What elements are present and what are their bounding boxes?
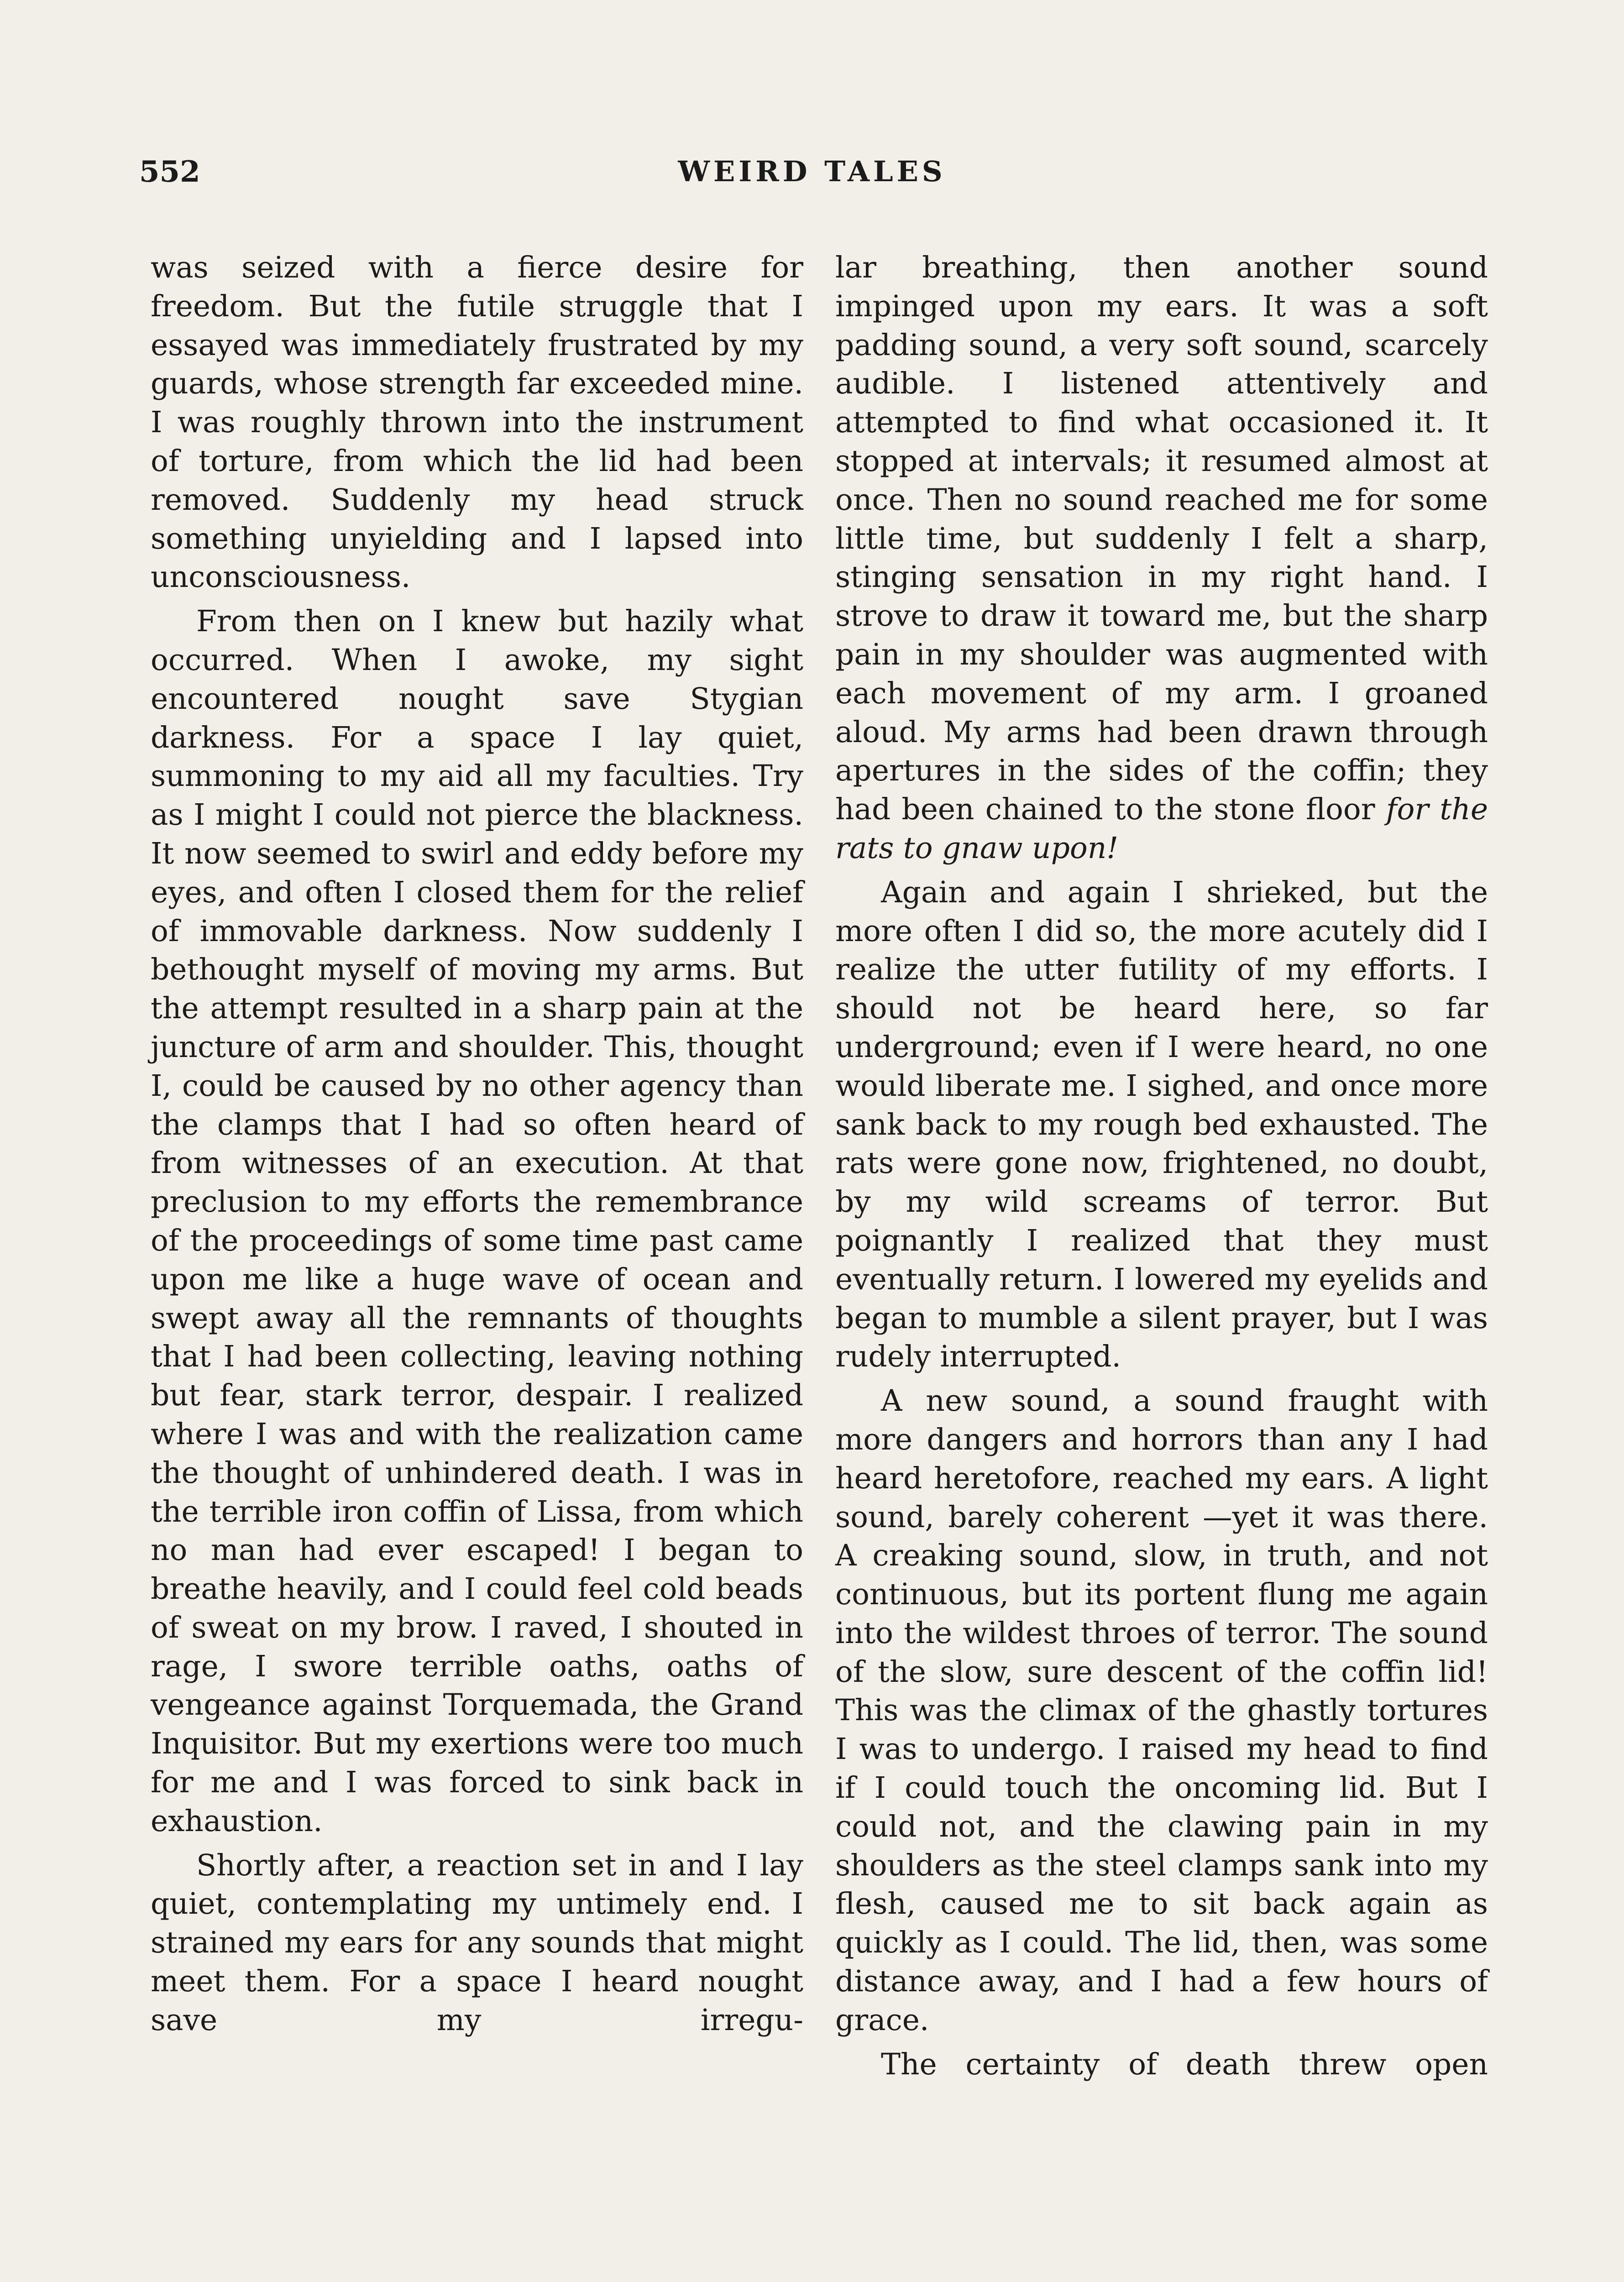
italic-phrase: for the rats to gnaw upon! [835, 792, 1488, 865]
paragraph: A new sound, a sound fraught with more dangers and horrors than any I had heard heretofore, reached my ears. A light sound, barely coherent —yet it was there. A creaking sound, slow, in truth, and not continuous, but its portent flung me again into the wildest throes of terror. The sound of the slow, sure descent of the coffin lid! This was the climax of the ghastly tortures I was to undergo. I raised my head to find if I could touch the oncoming lid. But I could not, and the clawing pain in my shoulders as the steel clamps sank into my flesh, caused me to sit back again as quickly as I could. The lid, then, was some distance away, and I had a few hours of grace. [835, 1384, 1488, 2037]
paragraph: Shortly after, a reaction set in and I lay quiet, contemplating my untimely end. I strained my ears for any sounds that might meet them. For a space I heard nought save my irregu- [151, 1848, 803, 2037]
paragraph [835, 249, 1488, 868]
paragraph: From then on I knew but hazily what occurred. When I awoke, my sight encountered nought save Stygian darkness. For a space I lay quiet, summoning to my aid all my faculties. Try as I might I could not pierce the blackness. It now seemed to swirl and eddy before my eyes, and often I closed them for the relief of immovable darkness. Now suddenly I bethought myself of moving my arms. But the attempt resulted in a sharp pain at the juncture of arm and shoulder. This, thought I, could be caused by no other agency than the clamps that I had so often heard of from witnesses of an execution. At that preclusion to my efforts the remembrance of the proceedings of some time past came upon me like a huge wave of ocean and swept away all the remnants of thoughts that I had been collecting, leaving nothing but fear, stark terror, despair. I realized where I was and with the realization came the thought of unhindered death. I was in the terrible iron coffin of Lissa, from which no man had ever escaped! I began to breathe heavily, and I could feel cold beads of sweat on my brow. I raved, I shouted in rage, I swore terrible oaths, oaths of vengeance against Torquemada, the Grand Inquisitor. But my exertions were too much for me and I was forced to sink back in exhaustion. [151, 604, 803, 1838]
paragraph: was seized with a fierce desire for freedom. But the futile struggle that I essayed was immediately frustrated by my guards, whose strength far exceeded mine. I was roughly thrown into the instrument of torture, from which the lid had been removed. Suddenly my head struck something unyielding and I lapsed into unconsciousness. [151, 251, 803, 595]
left-text-column [151, 249, 803, 2040]
paragraph: The certainty of death threw open [881, 2047, 1488, 2082]
paragraph: Again and again I shrieked, but the more often I did so, the more acutely did I realize the utter futility of my efforts. I should not be heard here, so far underground; even if I were heard, no one would liberate me. I sighed, and once more sank back to my rough bed exhausted. The rats were gone now, frightened, no doubt, by my wild screams of terror. But poignantly I realized that they must eventually return. I lowered my eyelids and began to mumble a silent prayer, but I was rudely interrupted. [835, 875, 1488, 1374]
right-text-column [835, 249, 1488, 2084]
running-head: WEIRD TALES [678, 155, 946, 188]
page-number: 552 [139, 155, 200, 189]
paragraph-text: lar breathing, then another sound impinged upon my ears. It was a soft padding sound, a very soft sound, scarcely audible. I listened attentively and attempted to find what occasioned it. It stopped at intervals; it resumed almost at once. Then no sound reached me for some little time, but suddenly I felt a sharp, stinging sensation in my right hand. I strove to draw it toward me, but the sharp pain in my shoulder was augmented with each movement of my arm. I groaned aloud. My arms had been drawn through apertures in the sides of the coffin; they had been chained to the stone floor [835, 251, 1488, 827]
